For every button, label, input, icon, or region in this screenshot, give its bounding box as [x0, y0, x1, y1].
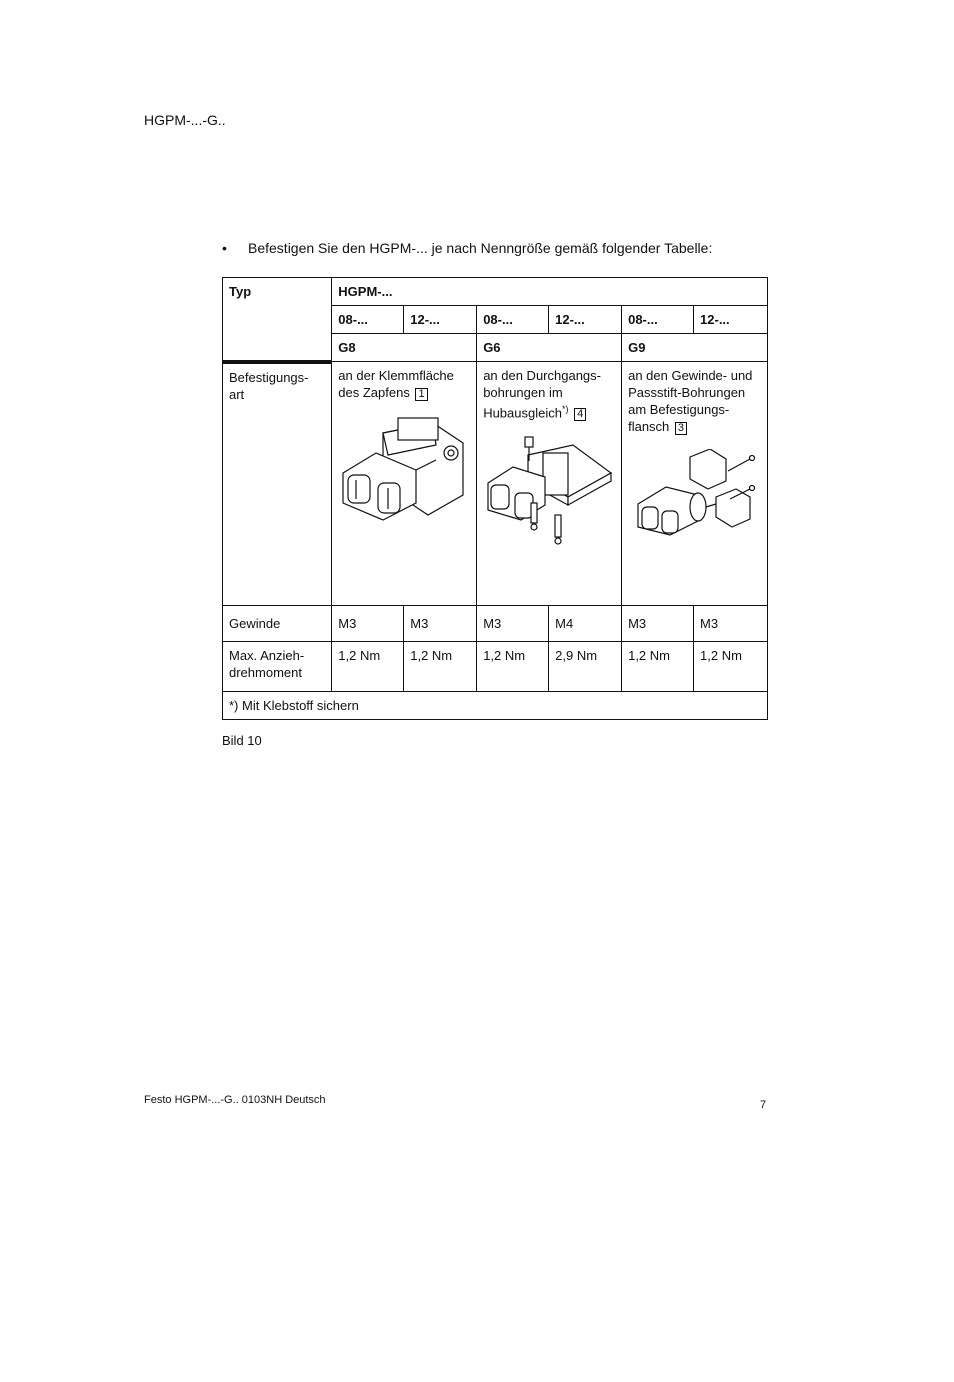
- torque-label: Max. Anzieh-drehmoment: [223, 642, 332, 692]
- torque-value: 1,2 Nm: [332, 642, 404, 692]
- ref-number: 1: [415, 388, 427, 401]
- ref-number: 4: [574, 408, 586, 421]
- instruction-bullet: [222, 240, 712, 256]
- mount-g8-cell: [332, 362, 477, 606]
- footnote-marker: *): [561, 404, 569, 414]
- mount-label-text: Befestigungs- art: [229, 369, 309, 402]
- size-header: 12-...: [694, 306, 768, 334]
- gripper-g6-drawing: [483, 435, 613, 555]
- torque-value: 1,2 Nm: [622, 642, 694, 692]
- mount-g9-text: an den Gewinde- und Passstift-Bohrungen am Befestigungs-flansch: [628, 368, 753, 434]
- thread-label: Gewinde: [223, 606, 332, 642]
- mount-g8-text: an der Klemmfläche des Zapfens: [338, 368, 454, 400]
- group-header-g6: G6: [477, 334, 622, 362]
- bullet-symbol: •: [222, 240, 227, 256]
- mount-label: [223, 362, 332, 606]
- torque-value: 1,2 Nm: [694, 642, 768, 692]
- size-header: 08-...: [477, 306, 549, 334]
- group-header-g8: G8: [332, 334, 477, 362]
- mount-g6-text: an den Durchgangs-bohrungen im Hubausgleich: [483, 368, 601, 421]
- thread-value: M3: [622, 606, 694, 642]
- mount-g9-cell: [622, 362, 768, 606]
- thread-value: M3: [332, 606, 404, 642]
- running-header: HGPM-...-G..: [144, 112, 226, 128]
- size-header: 08-...: [622, 306, 694, 334]
- typ-header: Typ: [223, 278, 332, 362]
- model-header: HGPM-...: [332, 278, 768, 306]
- torque-value: 1,2 Nm: [477, 642, 549, 692]
- figure-caption: Bild 10: [222, 733, 262, 748]
- size-header: 12-...: [549, 306, 622, 334]
- ref-number: 3: [675, 422, 687, 435]
- group-header-g9: G9: [622, 334, 768, 362]
- page-footer: Festo HGPM-...-G.. 0103NH Deutsch: [144, 1094, 326, 1106]
- thread-value: M3: [694, 606, 768, 642]
- mount-g6-cell: [477, 362, 622, 606]
- gripper-g8-drawing: [338, 415, 468, 525]
- instruction-text: Befestigen Sie den HGPM-... je nach Nenngröße gemäß folgender Tabelle:: [248, 240, 713, 256]
- thread-value: M3: [404, 606, 477, 642]
- table-footnote: *) Mit Klebstoff sichern: [223, 692, 768, 720]
- thread-value: M3: [477, 606, 549, 642]
- size-header: 12-...: [404, 306, 477, 334]
- page-number: 7: [760, 1099, 767, 1111]
- gripper-g9-drawing: [628, 449, 758, 549]
- mounting-table: [222, 277, 768, 720]
- thread-value: M4: [549, 606, 622, 642]
- size-header: 08-...: [332, 306, 404, 334]
- torque-value: 1,2 Nm: [404, 642, 477, 692]
- torque-value: 2,9 Nm: [549, 642, 622, 692]
